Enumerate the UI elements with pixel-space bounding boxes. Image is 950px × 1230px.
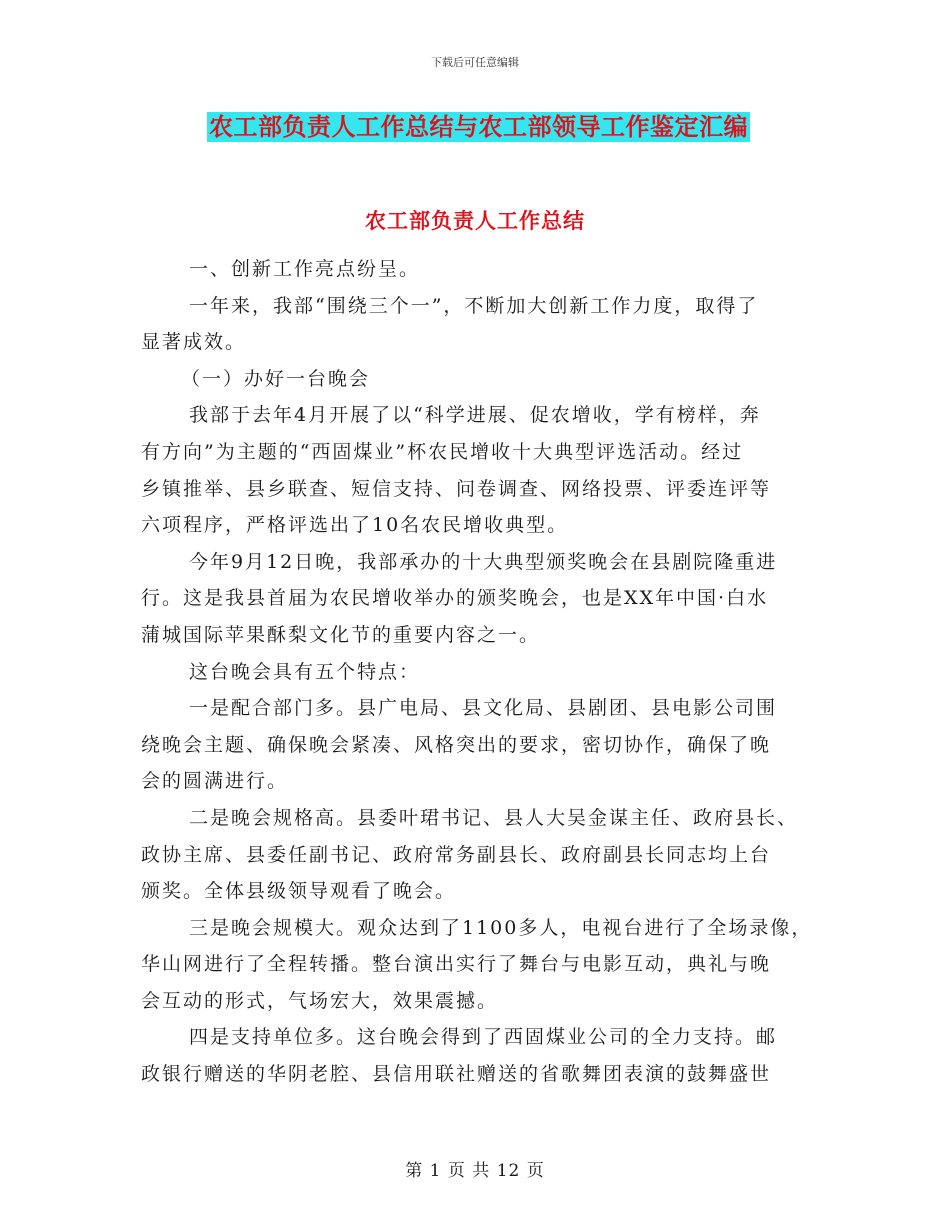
text-line: 会互动的形式，气场宏大，效果震撼。	[141, 989, 499, 1012]
text-line: 蒲城国际苹果酥梨文化节的重要内容之一。	[141, 623, 541, 646]
text-line: 三是晚会规模大。观众达到了1100多人，电视台进行了全场录像，	[189, 916, 813, 939]
text-line: 有方向”为主题的“西固煤业”杯农民增收十大典型评选活动。经过	[141, 440, 744, 463]
text-line: 颁奖。全体县级领导观看了晚会。	[141, 880, 457, 903]
text-line: 二是晚会规格高。县委叶珺书记、县人大吴金谋主任、政府县长、	[189, 806, 799, 829]
text-line: 这台晚会具有五个特点：	[189, 660, 421, 683]
document-main-title: 农工部负责人工作总结与农工部领导工作鉴定汇编	[209, 112, 748, 141]
text-line: 六项程序，严格评选出了10名农民增收典型。	[141, 514, 569, 537]
text-line: 会的圆满进行。	[141, 770, 289, 793]
text-line: 绕晚会主题、确保晚会紧凑、风格突出的要求，密切协作，确保了晚	[141, 733, 772, 756]
text-line: 一、创新工作亮点纷呈。	[189, 258, 421, 280]
text-line: 显著成效。	[141, 331, 247, 354]
text-line: 政银行赠送的华阴老腔、县信用联社赠送的省歌舞团表演的鼓舞盛世	[141, 1063, 772, 1086]
text-line: 四是支持单位多。这台晚会得到了西固煤业公司的全力支持。邮	[189, 1026, 778, 1049]
text-line: 政协主席、县委任副书记、政府常务副县长、政府副县长同志均上台	[141, 843, 772, 866]
text-line: 今年9月12日晚，我部承办的十大典型颁奖晚会在县剧院隆重进	[189, 550, 778, 573]
page-footer: 第 1 页 共 12 页	[405, 1161, 545, 1181]
text-line: 行。这是我县首届为农民增收举办的颁奖晚会，也是XX年中国·白水	[141, 587, 769, 610]
text-line: 华山网进行了全程转播。整台演出实行了舞台与电影互动，典礼与晚	[141, 953, 772, 976]
text-line: 一年来，我部“围绕三个一”，不断加大创新工作力度，取得了	[189, 294, 759, 317]
text-line: 我部于去年4月开展了以“科学进展、促农增收，学有榜样，奔	[189, 404, 761, 427]
section-title: 农工部负责人工作总结	[365, 208, 585, 233]
text-line: 乡镇推举、县乡联查、短信支持、问卷调查、网络投票、评委连评等	[141, 477, 772, 500]
body-text	[141, 251, 821, 1093]
header-note: 下载后可任意编辑	[431, 56, 519, 69]
text-line: （一）办好一台晚会	[181, 367, 371, 390]
text-line: 一是配合部门多。县广电局、县文化局、县剧团、县电影公司围	[189, 697, 778, 720]
